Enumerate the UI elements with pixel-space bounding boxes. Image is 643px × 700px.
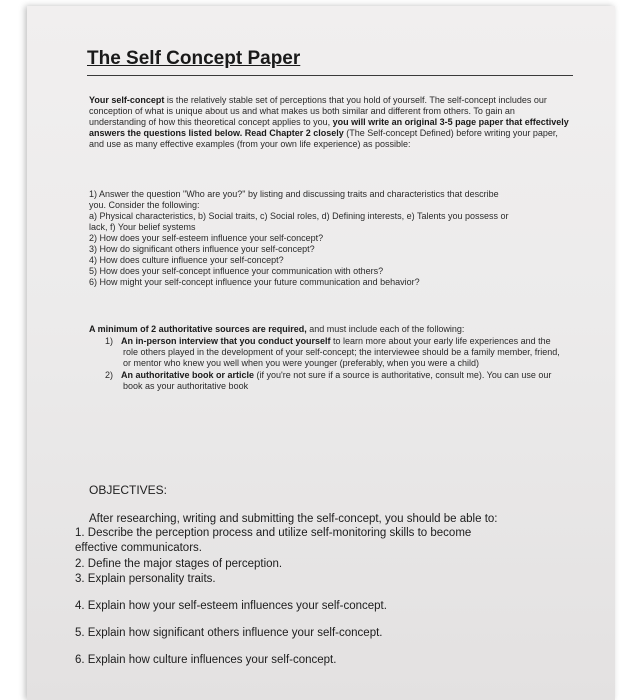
question-line: 5) How does your self-concept influence your communication with others? bbox=[89, 266, 384, 276]
source-bold: An in-person interview that you conduct yourself bbox=[121, 336, 331, 346]
question-line: 6) How might your self-concept influence your future communication and behavior? bbox=[89, 277, 420, 287]
intro-text-2: (The Self-concept Defined) before writing your paper, and use as many effective examples (from your own life experience) as possible: bbox=[89, 128, 558, 149]
question-list bbox=[89, 189, 569, 288]
objective-item: effective communicators. bbox=[75, 542, 202, 554]
sources-section bbox=[89, 324, 569, 392]
source-item bbox=[89, 370, 569, 392]
question-line: you. Consider the following: bbox=[89, 200, 200, 210]
intro-label: Your self-concept bbox=[89, 95, 165, 105]
objective-item: 4. Explain how your self-esteem influences your self-concept. bbox=[75, 600, 387, 612]
sources-lead bbox=[89, 324, 569, 335]
question-line: a) Physical characteristics, b) Social traits, c) Social roles, d) Defining interests, e) Talents you possess or bbox=[89, 211, 509, 221]
sources-lead-rest: and must include each of the following: bbox=[306, 324, 465, 334]
source-text: to learn more about your early life experiences and the role others played in the development of your self-concept; the interviewee should be a family member, friend, or mentor who knew you well when you were younger (preferably, when you were a child) bbox=[123, 336, 560, 368]
source-number: 2) bbox=[105, 370, 114, 380]
intro-text-1: is the relatively stable set of perceptions that you hold of yourself. The self-concept includes our conception of what is unique about us and what makes us both similar and different from others. To gain an understanding of how this theoretical concept applies to you, bbox=[89, 95, 547, 127]
title-rule bbox=[87, 75, 573, 76]
objective-item: 1. Describe the perception process and utilize self-monitoring skills to become bbox=[75, 527, 472, 539]
question-line: 1) Answer the question "Who are you?" by listing and discussing traits and characteristics that describe bbox=[89, 189, 499, 199]
source-item bbox=[89, 336, 569, 369]
objective-item: 2. Define the major stages of perception. bbox=[75, 558, 283, 570]
objectives-lead: After researching, writing and submitting the self-concept, you should be able to: bbox=[89, 513, 498, 525]
document-title: The Self Concept Paper bbox=[87, 48, 301, 69]
sources-lead-bold: A minimum of 2 authoritative sources are required, bbox=[89, 324, 307, 334]
objectives-heading: OBJECTIVES: bbox=[89, 483, 168, 497]
objective-item: 6. Explain how culture influences your self-concept. bbox=[75, 654, 337, 666]
objective-item: 5. Explain how significant others influence your self-concept. bbox=[75, 627, 383, 639]
intro-paragraph bbox=[89, 95, 569, 150]
question-line: 4) How does culture influence your self-concept? bbox=[89, 255, 284, 265]
intro-bold-1: you will write an original 3-5 page paper that effectively answers the questions listed below. Read Chapter 2 closely bbox=[89, 117, 569, 138]
question-line: 3) How do significant others influence your self-concept? bbox=[89, 244, 315, 254]
source-bold: An authoritative book or article bbox=[121, 370, 255, 380]
objective-item: 3. Explain personality traits. bbox=[75, 573, 216, 585]
question-line: 2) How does your self-esteem influence your self-concept? bbox=[89, 233, 324, 243]
source-number: 1) bbox=[105, 336, 114, 346]
source-text: (if you're not sure if a source is authoritative, consult me). You can use our book as your authoritative book bbox=[123, 370, 552, 391]
question-line: lack, f) Your belief systems bbox=[89, 222, 196, 232]
